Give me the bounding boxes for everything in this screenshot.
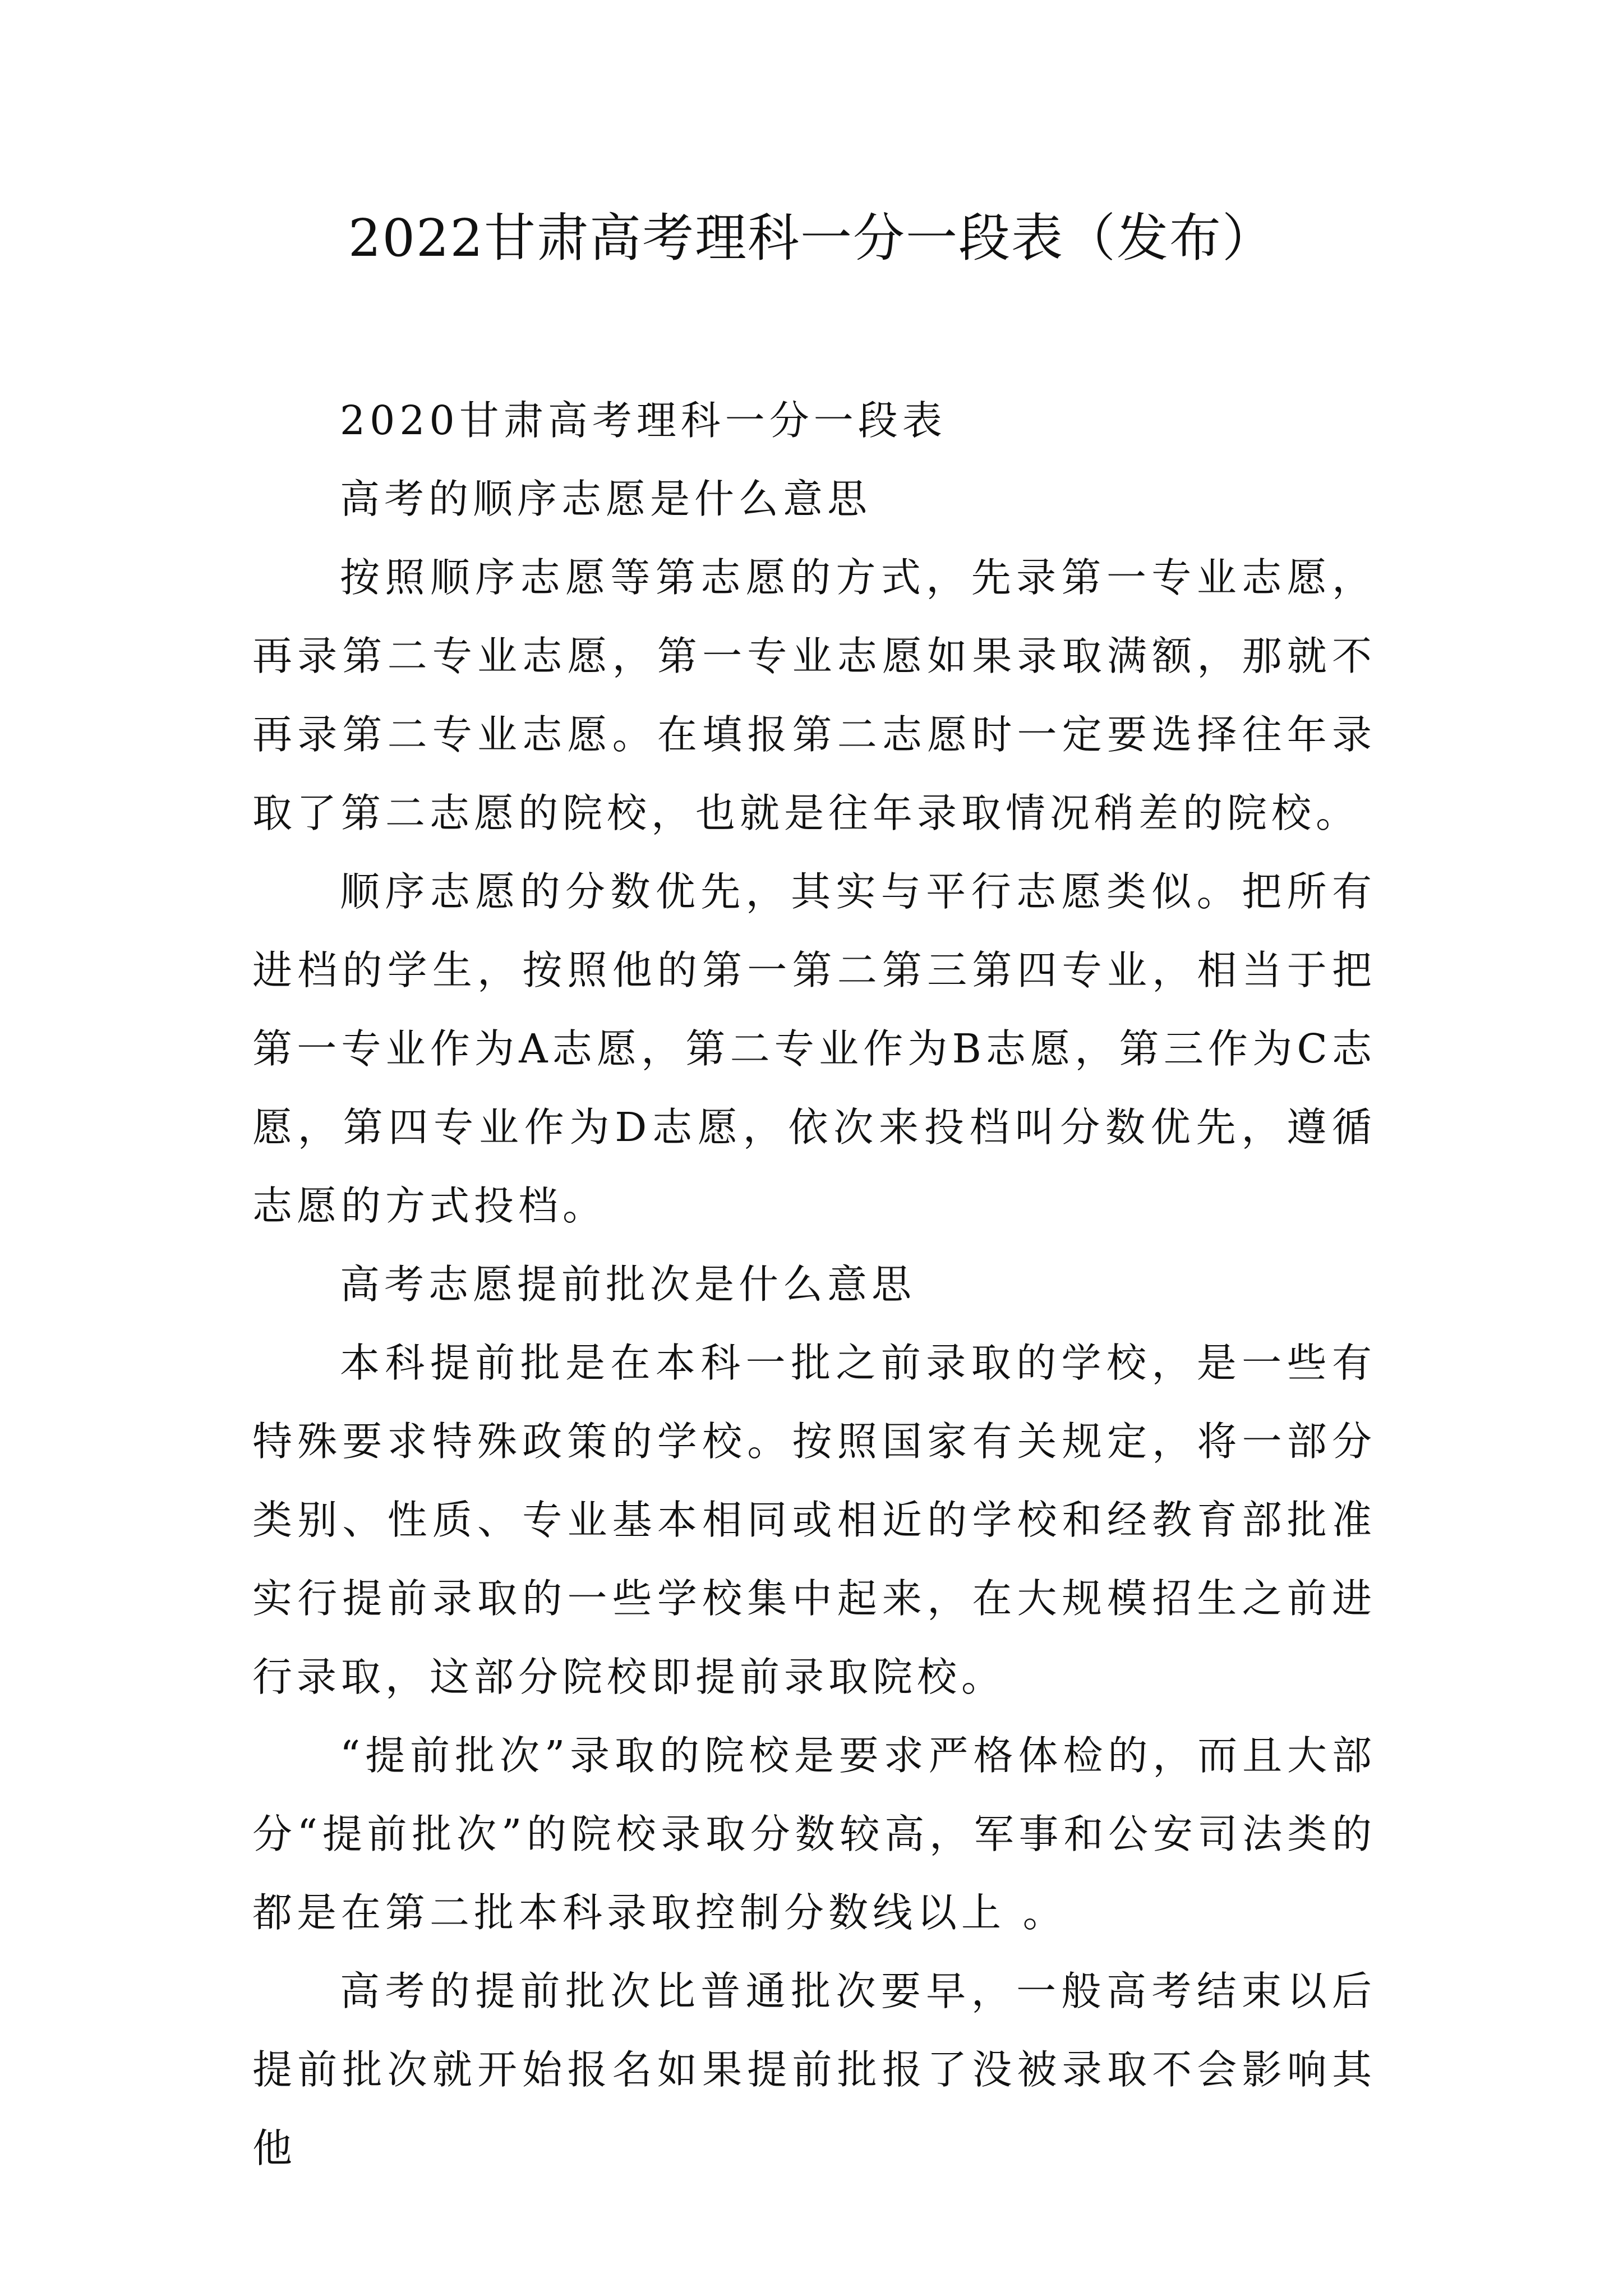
paragraph-heading-early-batch: 高考志愿提前批次是什么意思 [340, 1261, 916, 1308]
document-body [252, 381, 1376, 2188]
paragraph-heading-sequential-choice: 高考的顺序志愿是什么意思 [340, 476, 872, 522]
paragraph-early-batch-timing: 高考的提前批次比普通批次要早，一般高考结束以后提前批次就开始报名如果提前批报了没被录取不会影响其他 [252, 1968, 1376, 2171]
paragraph-sequential-choice-explanation: 按照顺序志愿等第志愿的方式，先录第一专业志愿，再录第二专业志愿，第一专业志愿如果录取满额，那就不再录第二专业志愿。在填报第二志愿时一定要选择往年录取了第二志愿的院校，也就是往年录取情况稍差的院校。 [252, 554, 1376, 836]
paragraph-score-priority: 顺序志愿的分数优先，其实与平行志愿类似。把所有进档的学生，按照他的第一第二第三第四专业，相当于把第一专业作为A志愿，第二专业作为B志愿，第三作为C志愿，第四专业作为D志愿，依次来投档叫分数优先，遵循志愿的方式投档。 [252, 868, 1376, 1229]
document-title: 2022甘肃高考理科一分一段表（发布） [348, 208, 1275, 268]
paragraph-subtitle: 2020甘肃高考理科一分一段表 [340, 397, 947, 444]
paragraph-early-batch-requirements: “提前批次”录取的院校是要求严格体检的，而且大部分“提前批次”的院校录取分数较高，军事和公安司法类的都是在第二批本科录取控制分数线以上 。 [252, 1732, 1376, 1936]
paragraph-early-batch-explanation: 本科提前批是在本科一批之前录取的学校，是一些有特殊要求特殊政策的学校。按照国家有关规定，将一部分类别、性质、专业基本相同或相近的学校和经教育部批准实行提前录取的一些学校集中起来，在大规模招生之前进行录取，这部分院校即提前录取院校。 [252, 1340, 1376, 1700]
